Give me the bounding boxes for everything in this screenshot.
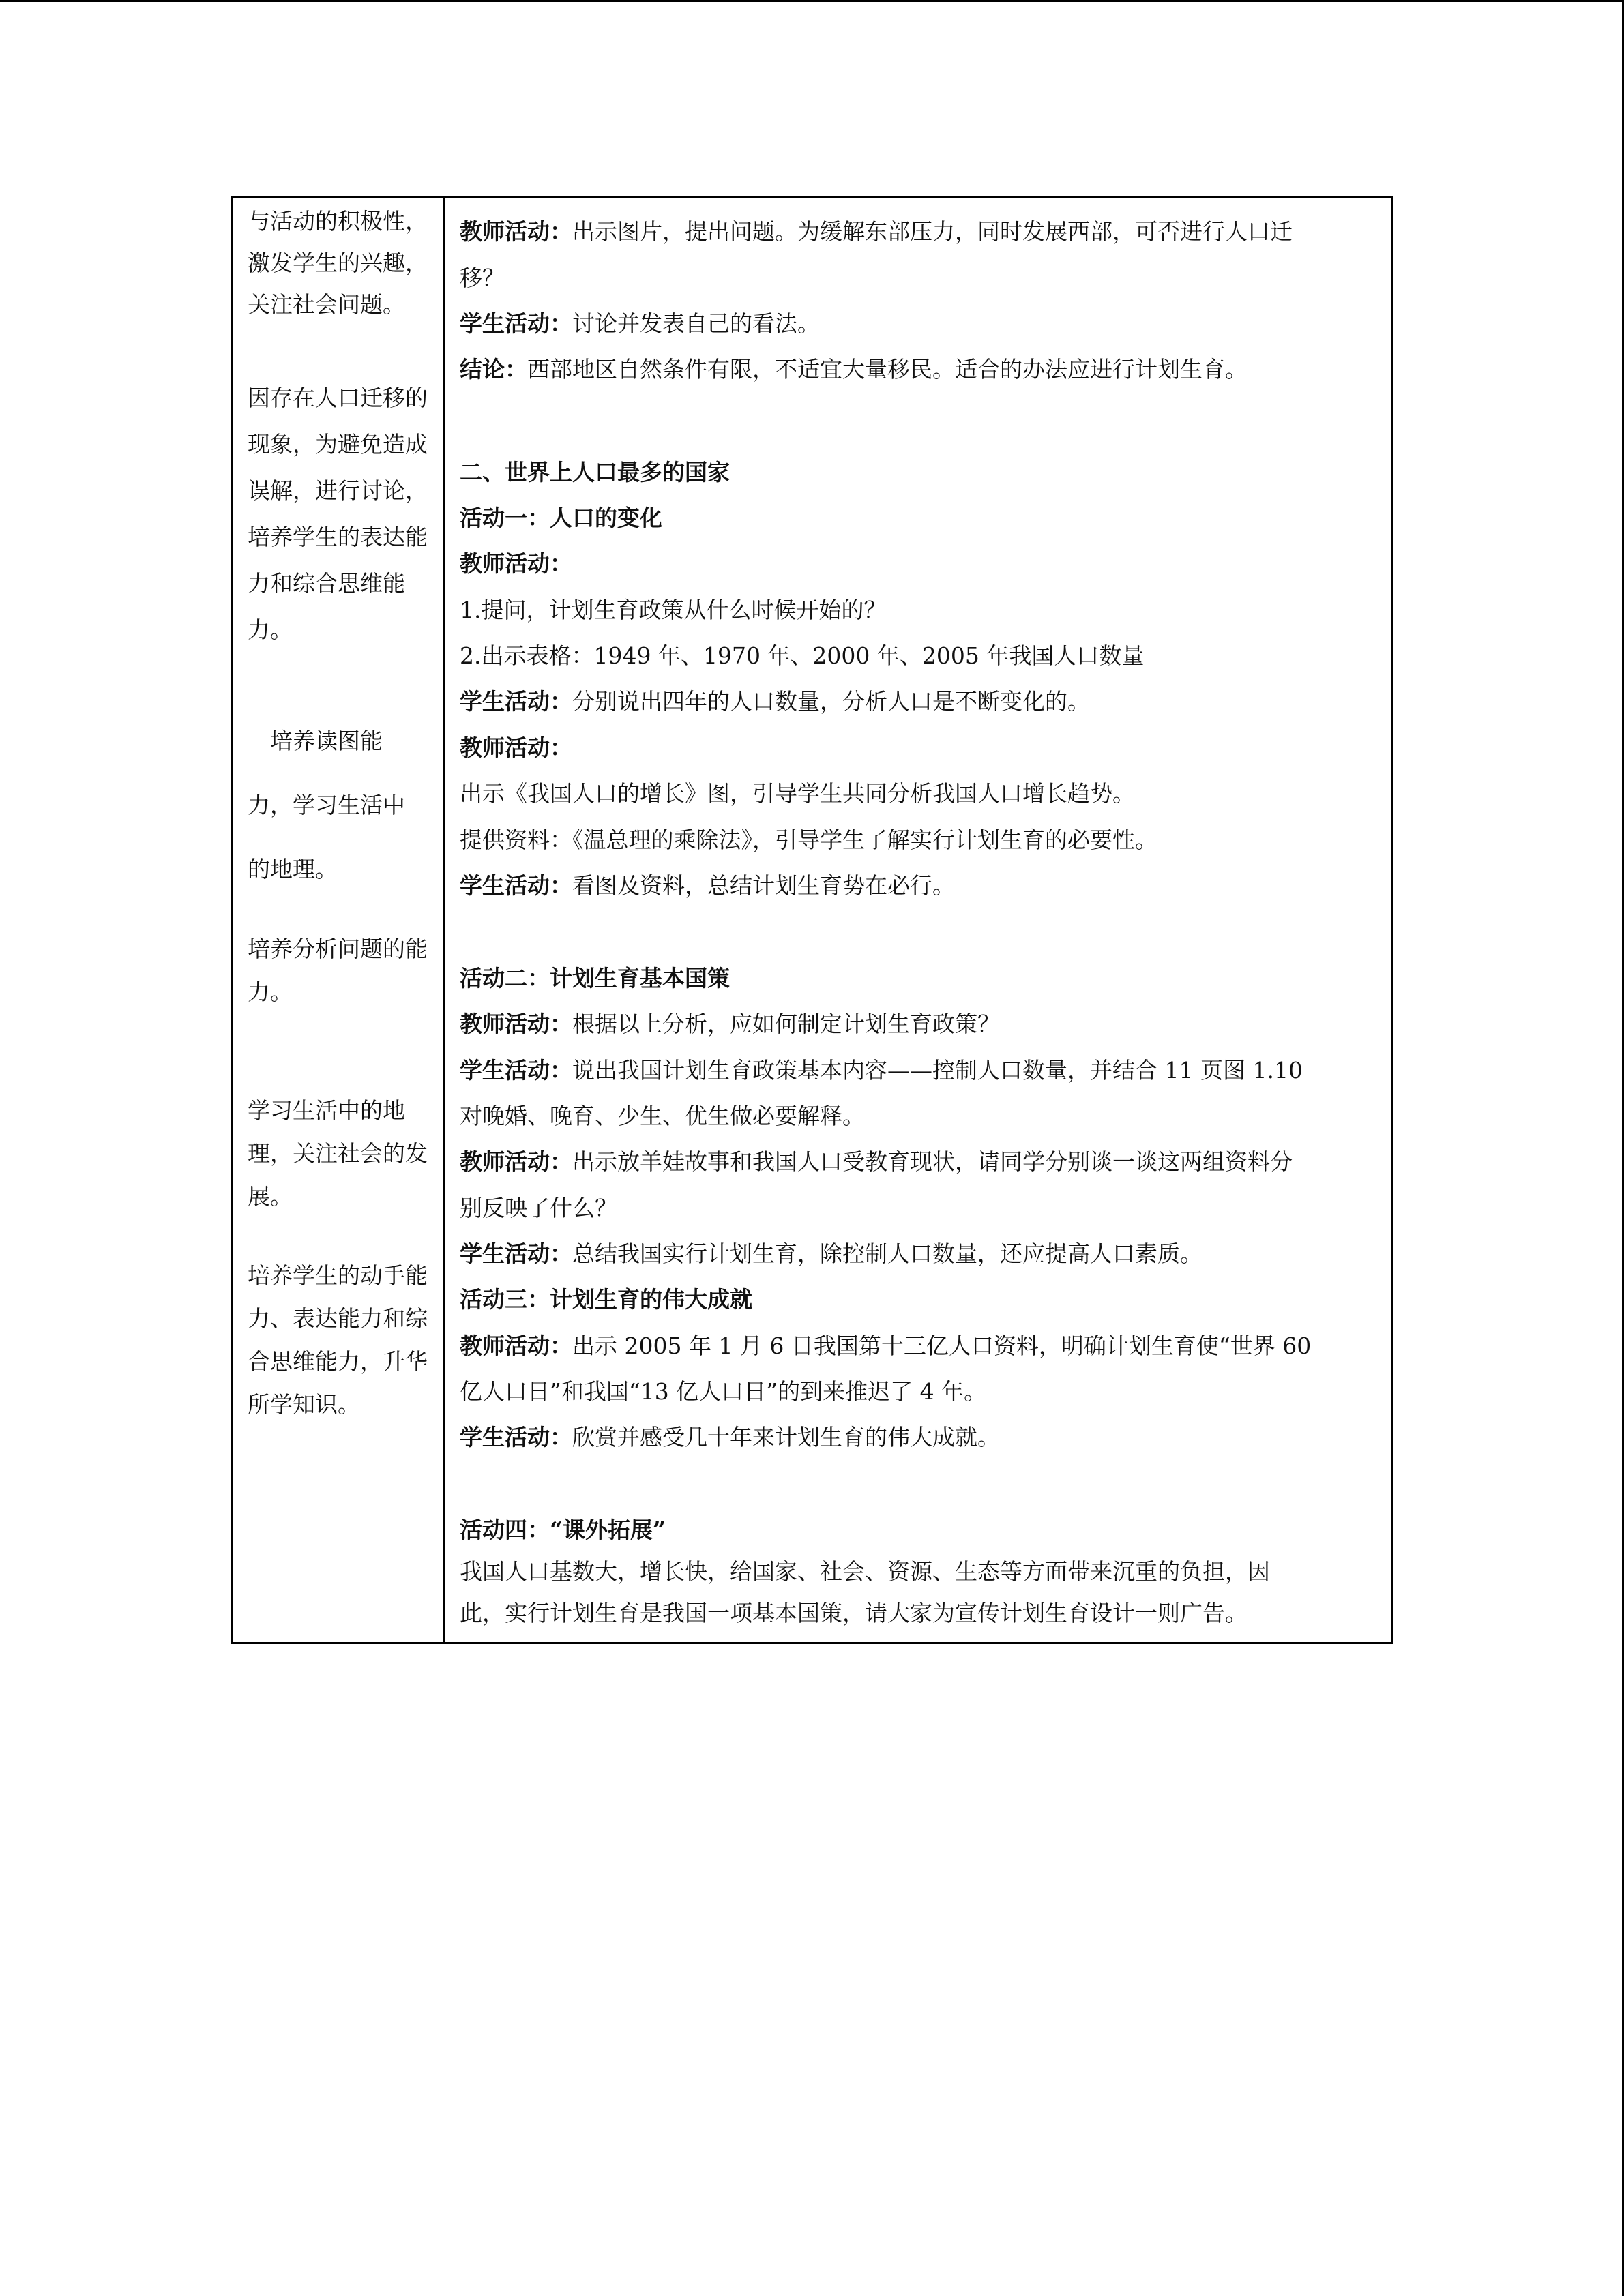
intent-note-1: 与活动的积极性，激发学生的兴趣，关注社会问题。 xyxy=(248,208,428,318)
activity-heading: 活动四：“课外拓展” xyxy=(460,1517,666,1543)
activity-heading: 活动一：人口的变化 xyxy=(460,505,662,531)
intent-note-4: 力，学习生活中 xyxy=(248,792,405,818)
content-line: 教师活动：出示图片，提出问题。为缓解东部压力，同时发展西部，可否进行人口迁 xyxy=(460,218,1293,245)
activity-heading: 活动二：计划生育基本国策 xyxy=(460,965,730,992)
section-heading: 二、世界上人口最多的国家 xyxy=(460,459,730,486)
content-line: 我国人口基数大，增长快，给国家、社会、资源、生态等方面带来沉重的负担，因 xyxy=(460,1558,1270,1585)
content-line: 1.提问，计划生育政策从什么时候开始的？ xyxy=(460,597,887,623)
activity-heading: 活动三：计划生育的伟大成就 xyxy=(460,1286,752,1313)
content-line: 学生活动：总结我国实行计划生育，除控制人口数量，还应提高人口素质。 xyxy=(460,1240,1202,1267)
intent-note-3: 培养读图能 xyxy=(248,728,383,754)
content-line: 2.出示表格：1949 年、1970 年、2000 年、2005 年我国人口数量 xyxy=(460,642,1145,669)
content-line: 别反映了什么？ xyxy=(460,1195,617,1221)
content-line: 教师活动：出示放羊娃故事和我国人口受教育现状，请同学分别谈一谈这两组资料分 xyxy=(460,1148,1293,1175)
intent-note-7: 学习生活中的地理，关注社会的发展。 xyxy=(248,1097,428,1210)
page-top-edge xyxy=(0,0,1624,2)
intent-note-5: 的地理。 xyxy=(248,856,338,882)
intent-note-6: 培养分析问题的能力。 xyxy=(248,936,428,1005)
content-line: 教师活动：出示 2005 年 1 月 6 日我国第十三亿人口资料，明确计划生育使“世界 60 xyxy=(460,1332,1312,1359)
lesson-plan-table xyxy=(231,196,1393,1644)
content-line: 结论：西部地区自然条件有限，不适宜大量移民。适合的办法应进行计划生育。 xyxy=(460,356,1247,383)
content-line: 学生活动：说出我国计划生育政策基本内容——控制人口数量，并结合 11 页图 1.10 xyxy=(460,1057,1303,1084)
content-line: 出示《我国人口的增长》图，引导学生共同分析我国人口增长趋势。 xyxy=(460,780,1135,807)
intent-note-2: 因存在人口迁移的现象，为避免造成误解，进行讨论，培养学生的表达能力和综合思维能力。 xyxy=(248,385,428,643)
content-line: 对晚婚、晚育、少生、优生做必要解释。 xyxy=(460,1103,865,1129)
content-line: 提供资料：《温总理的乘除法》，引导学生了解实行计划生育的必要性。 xyxy=(460,826,1157,853)
content-line: 教师活动： xyxy=(460,550,572,577)
content-line: 教师活动： xyxy=(460,734,572,761)
content-line: 学生活动：欣赏并感受几十年来计划生育的伟大成就。 xyxy=(460,1424,1000,1450)
content-line: 学生活动：分别说出四年的人口数量，分析人口是不断变化的。 xyxy=(460,688,1090,715)
content-line: 学生活动：讨论并发表自己的看法。 xyxy=(460,310,820,337)
column-divider xyxy=(443,198,445,1642)
intent-note-8: 培养学生的动手能力、表达能力和综合思维能力，升华所学知识。 xyxy=(248,1262,428,1418)
content-line: 此，实行计划生育是我国一项基本国策，请大家为宣传计划生育设计一则广告。 xyxy=(460,1600,1247,1626)
content-line: 亿人口日”和我国“13 亿人口日”的到来推迟了 4 年。 xyxy=(460,1378,987,1405)
content-line: 移？ xyxy=(460,265,505,291)
content-line: 学生活动：看图及资料，总结计划生育势在必行。 xyxy=(460,872,955,899)
content-line: 教师活动：根据以上分析，应如何制定计划生育政策？ xyxy=(460,1011,1000,1037)
